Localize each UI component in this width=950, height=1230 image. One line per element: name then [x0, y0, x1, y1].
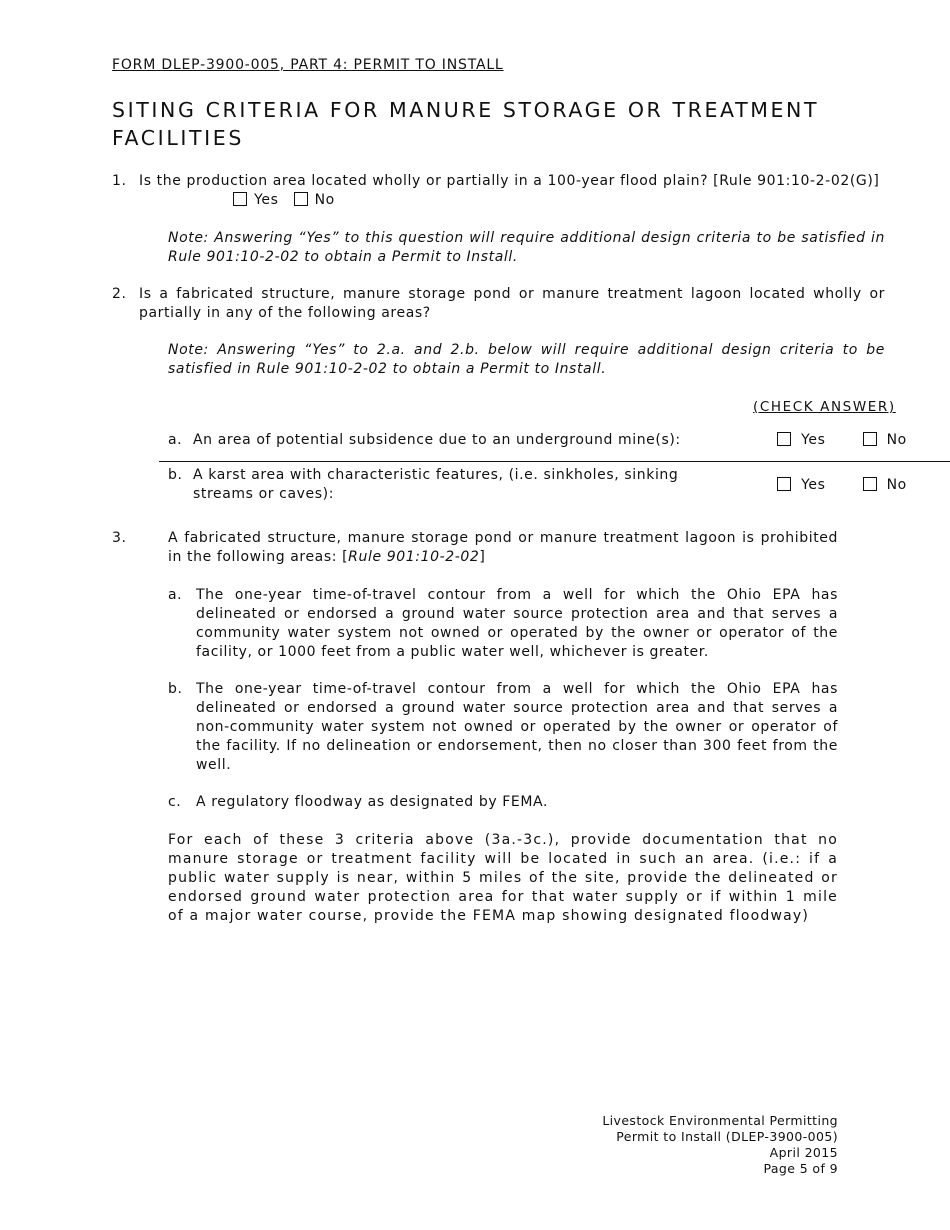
q2b-no-checkbox[interactable] [863, 477, 877, 491]
q2a-yes-label: Yes [801, 432, 826, 448]
row-divider [159, 461, 950, 462]
q3a-text: The one-year time-of-travel contour from a well for which the Ohio EPA has delineated or endorsed a ground water source protection area and that serves a community water system not owned or operated by the owner or operator of the facility, or 1000 feet from a public water well, whichever is greater. [196, 587, 838, 660]
q3c-text: A regulatory floodway as designated by FEMA. [196, 794, 549, 810]
q3-text: A fabricated structure, manure storage pond or manure treatment lagoon is prohibited in the following areas: [ [168, 530, 838, 565]
q2-question: Is a fabricated structure, manure storage pond or manure treatment lagoon located wholly or partially in any of the following areas? [139, 286, 885, 321]
form-header: FORM DLEP-3900-005, PART 4: PERMIT TO INSTALL [112, 57, 504, 73]
footer-date: April 2015 [769, 1145, 838, 1160]
q1-number: 1. [112, 173, 127, 189]
q2-note: Note: Answering “Yes” to 2.a. and 2.b. below will require additional design criteria to be satisfied in Rule 901:10-2-02 to obtain a Permit to Install. [168, 342, 885, 377]
q3c-label: c. [168, 794, 182, 810]
q3a-label: a. [168, 587, 183, 603]
footer-form: Permit to Install (DLEP-3900-005) [616, 1129, 838, 1144]
q2b-label: b. [168, 467, 183, 483]
q3-text-end: ] [479, 549, 486, 565]
q2b-yes-checkbox[interactable] [777, 477, 791, 491]
q2a-label: a. [168, 432, 183, 448]
q2b-text: A karst area with characteristic features, (i.e. sinkholes, sinking streams or caves): [193, 467, 679, 502]
q2b-yes-label: Yes [801, 477, 826, 493]
q2b-no-label: No [886, 477, 907, 493]
footer-program: Livestock Environmental Permitting [602, 1113, 838, 1128]
page-title: SITING CRITERIA FOR MANURE STORAGE OR TREATMENT FACILITIES [112, 98, 820, 150]
q3b-label: b. [168, 681, 183, 697]
footer-page-number: Page 5 of 9 [763, 1161, 838, 1176]
q1-no-label: No [314, 192, 335, 208]
q1-yes-label: Yes [254, 192, 279, 208]
q2a-text: An area of potential subsidence due to an underground mine(s): [193, 432, 681, 448]
q3-summary: For each of these 3 criteria above (3a.-3c.), provide documentation that no manure storage or treatment facility will be located in such an area. (i.e.: if a public water supply is near, within 5 miles of the site, provide the delineated or endorsed ground water protection area for that water supply or if within 1 mile of a major water course, provide the FEMA map showing designated floodway) [168, 832, 838, 924]
q1-question [139, 172, 885, 191]
q2b-answers [777, 476, 907, 495]
q2-number: 2. [112, 286, 127, 302]
q2a-answers [777, 431, 907, 450]
q1-text: Is the production area located wholly or partially in a 100-year flood plain? [Rule 901:10-2-02(G)] [139, 173, 880, 189]
q2a-yes-checkbox[interactable] [777, 432, 791, 446]
q1-answers [233, 191, 335, 210]
q2a-no-checkbox[interactable] [863, 432, 877, 446]
q2a-no-label: No [886, 432, 907, 448]
q1-no-checkbox[interactable] [294, 192, 308, 206]
q3-question [168, 529, 838, 567]
check-answer-header: (CHECK ANSWER) [753, 399, 896, 415]
q3-number: 3. [112, 530, 127, 546]
q3-rule: Rule 901:10-2-02 [348, 549, 480, 565]
q3b-text: The one-year time-of-travel contour from a well for which the Ohio EPA has delineated or endorsed a ground water source protection area and that serves a non-community water system not owned or operated by the owner or operator of the facility. If no delineation or endorsement, then no closer than 300 feet from the well. [196, 681, 838, 773]
q1-yes-checkbox[interactable] [233, 192, 247, 206]
q1-note: Note: Answering “Yes” to this question will require additional design criteria to be satisfied in Rule 901:10-2-02 to obtain a Permit to Install. [168, 230, 885, 265]
